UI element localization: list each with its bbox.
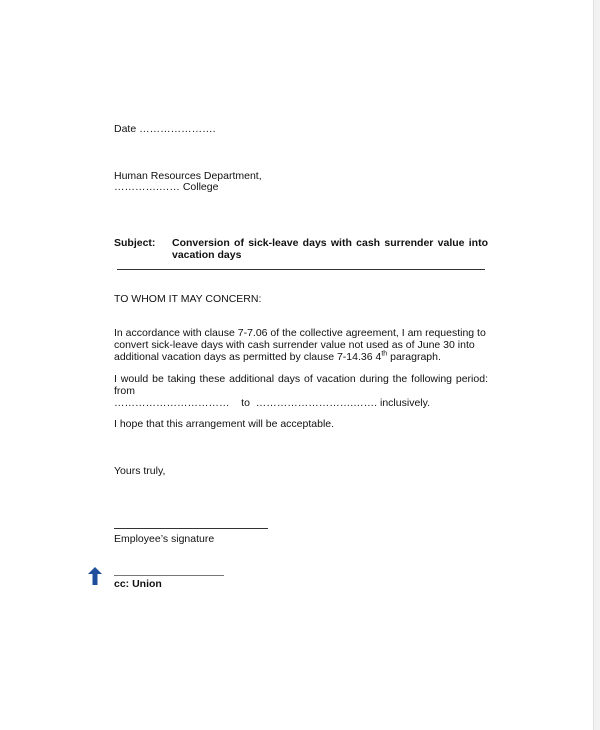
paragraph-request: [114, 327, 488, 363]
recipient-college: ………….…… College: [114, 181, 219, 193]
cc-divider: [114, 575, 224, 576]
salutation: TO WHOM IT MAY CONCERN:: [114, 293, 262, 305]
paragraph-request-line-3-end: paragraph.: [387, 351, 441, 363]
subject-divider: [117, 269, 485, 270]
signature-label: Employee’s signature: [114, 533, 215, 545]
paragraph-request-line-1: In accordance with clause 7-7.06 of the collective agreement, I am requesting to: [114, 327, 486, 339]
cc-label: cc: Union: [114, 578, 162, 590]
page-edge: [593, 0, 600, 730]
paragraph-period-line-1: I would be taking these additional days of vacation during the following period: from: [114, 373, 488, 397]
paragraph-period: [114, 373, 488, 409]
subject-text: Conversion of sick-leave days with cash surrender value into vacation days: [172, 237, 488, 261]
recipient-department: Human Resources Department,: [114, 170, 262, 182]
arrow-up-icon: [88, 567, 102, 585]
paragraph-request-line-2: convert sick-leave days with cash surrender value not used as of June 30 into: [114, 339, 475, 351]
subject-label: Subject:: [114, 237, 156, 249]
paragraph-request-line-3: [114, 351, 488, 363]
date-line: Date ………………….: [114, 123, 216, 135]
closing: Yours truly,: [114, 465, 166, 477]
paragraph-request-line-3-text: additional vacation days as permitted by clause 7-14.36 4: [114, 351, 382, 363]
signature-line: [114, 528, 268, 529]
paragraph-period-line-2: …………………………… to ……………………….……. inclusively.: [114, 397, 430, 409]
paragraph-hope: I hope that this arrangement will be acceptable.: [114, 418, 335, 430]
ordinal-suffix: th: [381, 350, 388, 358]
